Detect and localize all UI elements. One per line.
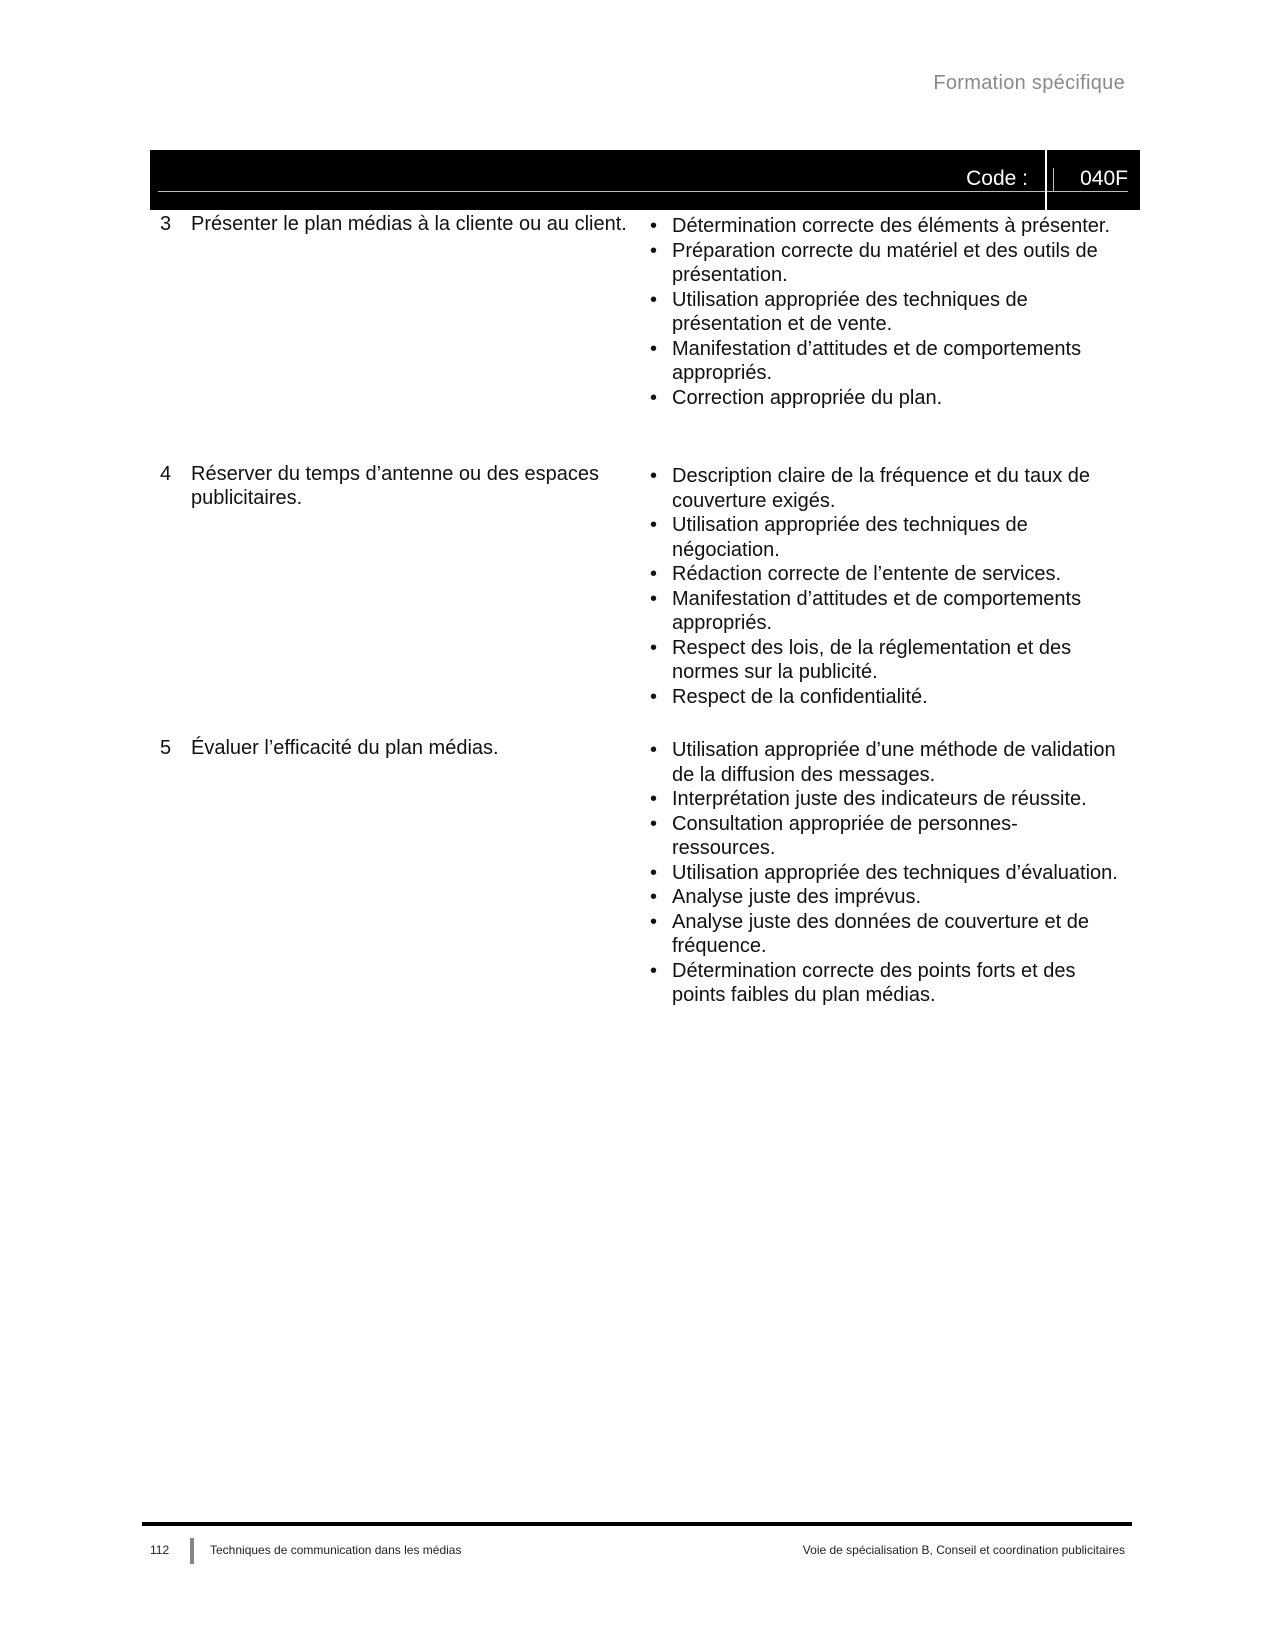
criterion: • Rédaction correcte de l’entente de services. — [650, 562, 1120, 587]
code-box-edge — [1053, 168, 1054, 192]
criterion: • Préparation correcte du matériel et des outils de présentation. — [650, 239, 1120, 288]
step-title: Réserver du temps d’antenne ou des espaces publicitaires. — [191, 463, 600, 509]
step-number: 5 — [160, 737, 172, 759]
criterion: • Détermination correcte des éléments à présenter. — [650, 214, 1120, 239]
criteria-list — [650, 464, 1120, 709]
criterion: • Analyse juste des données de couverture et de fréquence. — [650, 910, 1120, 959]
criterion: • Manifestation d’attitudes et de comportements appropriés. — [650, 587, 1120, 636]
step-title: Présenter le plan médias à la cliente ou au client. — [191, 213, 627, 235]
code-label: Code : — [966, 167, 1028, 190]
specialisation-title: Voie de spécialisation B, Conseil et coordination publicitaires — [802, 1543, 1125, 1557]
criteria-list — [650, 214, 1120, 410]
criterion: • Utilisation appropriée des techniques d’évaluation. — [650, 861, 1120, 886]
footer-rule — [142, 1522, 1132, 1526]
running-head: Formation spécifique — [933, 72, 1125, 94]
page-number: 112 — [150, 1543, 170, 1557]
footer-separator — [190, 1538, 194, 1564]
code-bar — [150, 150, 1140, 210]
program-title: Techniques de communication dans les médias — [210, 1543, 462, 1557]
criterion: • Respect de la confidentialité. — [650, 685, 1120, 710]
criterion: • Utilisation appropriée d’une méthode de validation de la diffusion des messages. — [650, 738, 1120, 787]
criterion: • Interprétation juste des indicateurs de réussite. — [650, 787, 1120, 812]
criterion: • Utilisation appropriée des techniques de négociation. — [650, 513, 1120, 562]
step-number: 4 — [160, 463, 172, 485]
criterion: • Utilisation appropriée des techniques de présentation et de vente. — [650, 288, 1120, 337]
step-number: 3 — [160, 213, 172, 235]
criterion: • Respect des lois, de la réglementation et des normes sur la publicité. — [650, 636, 1120, 685]
code-bar-rule — [158, 191, 1128, 192]
criterion: • Consultation appropriée de personnes-ressources. — [650, 812, 1120, 861]
criterion: • Correction appropriée du plan. — [650, 386, 1120, 411]
code-divider — [1045, 150, 1047, 210]
criterion: • Manifestation d’attitudes et de comportements appropriés. — [650, 337, 1120, 386]
criterion: • Détermination correcte des points forts et des points faibles du plan médias. — [650, 959, 1120, 1008]
step-title: Évaluer l’efficacité du plan médias. — [191, 737, 499, 759]
criterion: • Description claire de la fréquence et du taux de couverture exigés. — [650, 464, 1120, 513]
code-value: 040F — [1080, 167, 1128, 190]
criteria-list — [650, 738, 1120, 1008]
criterion: • Analyse juste des imprévus. — [650, 885, 1120, 910]
